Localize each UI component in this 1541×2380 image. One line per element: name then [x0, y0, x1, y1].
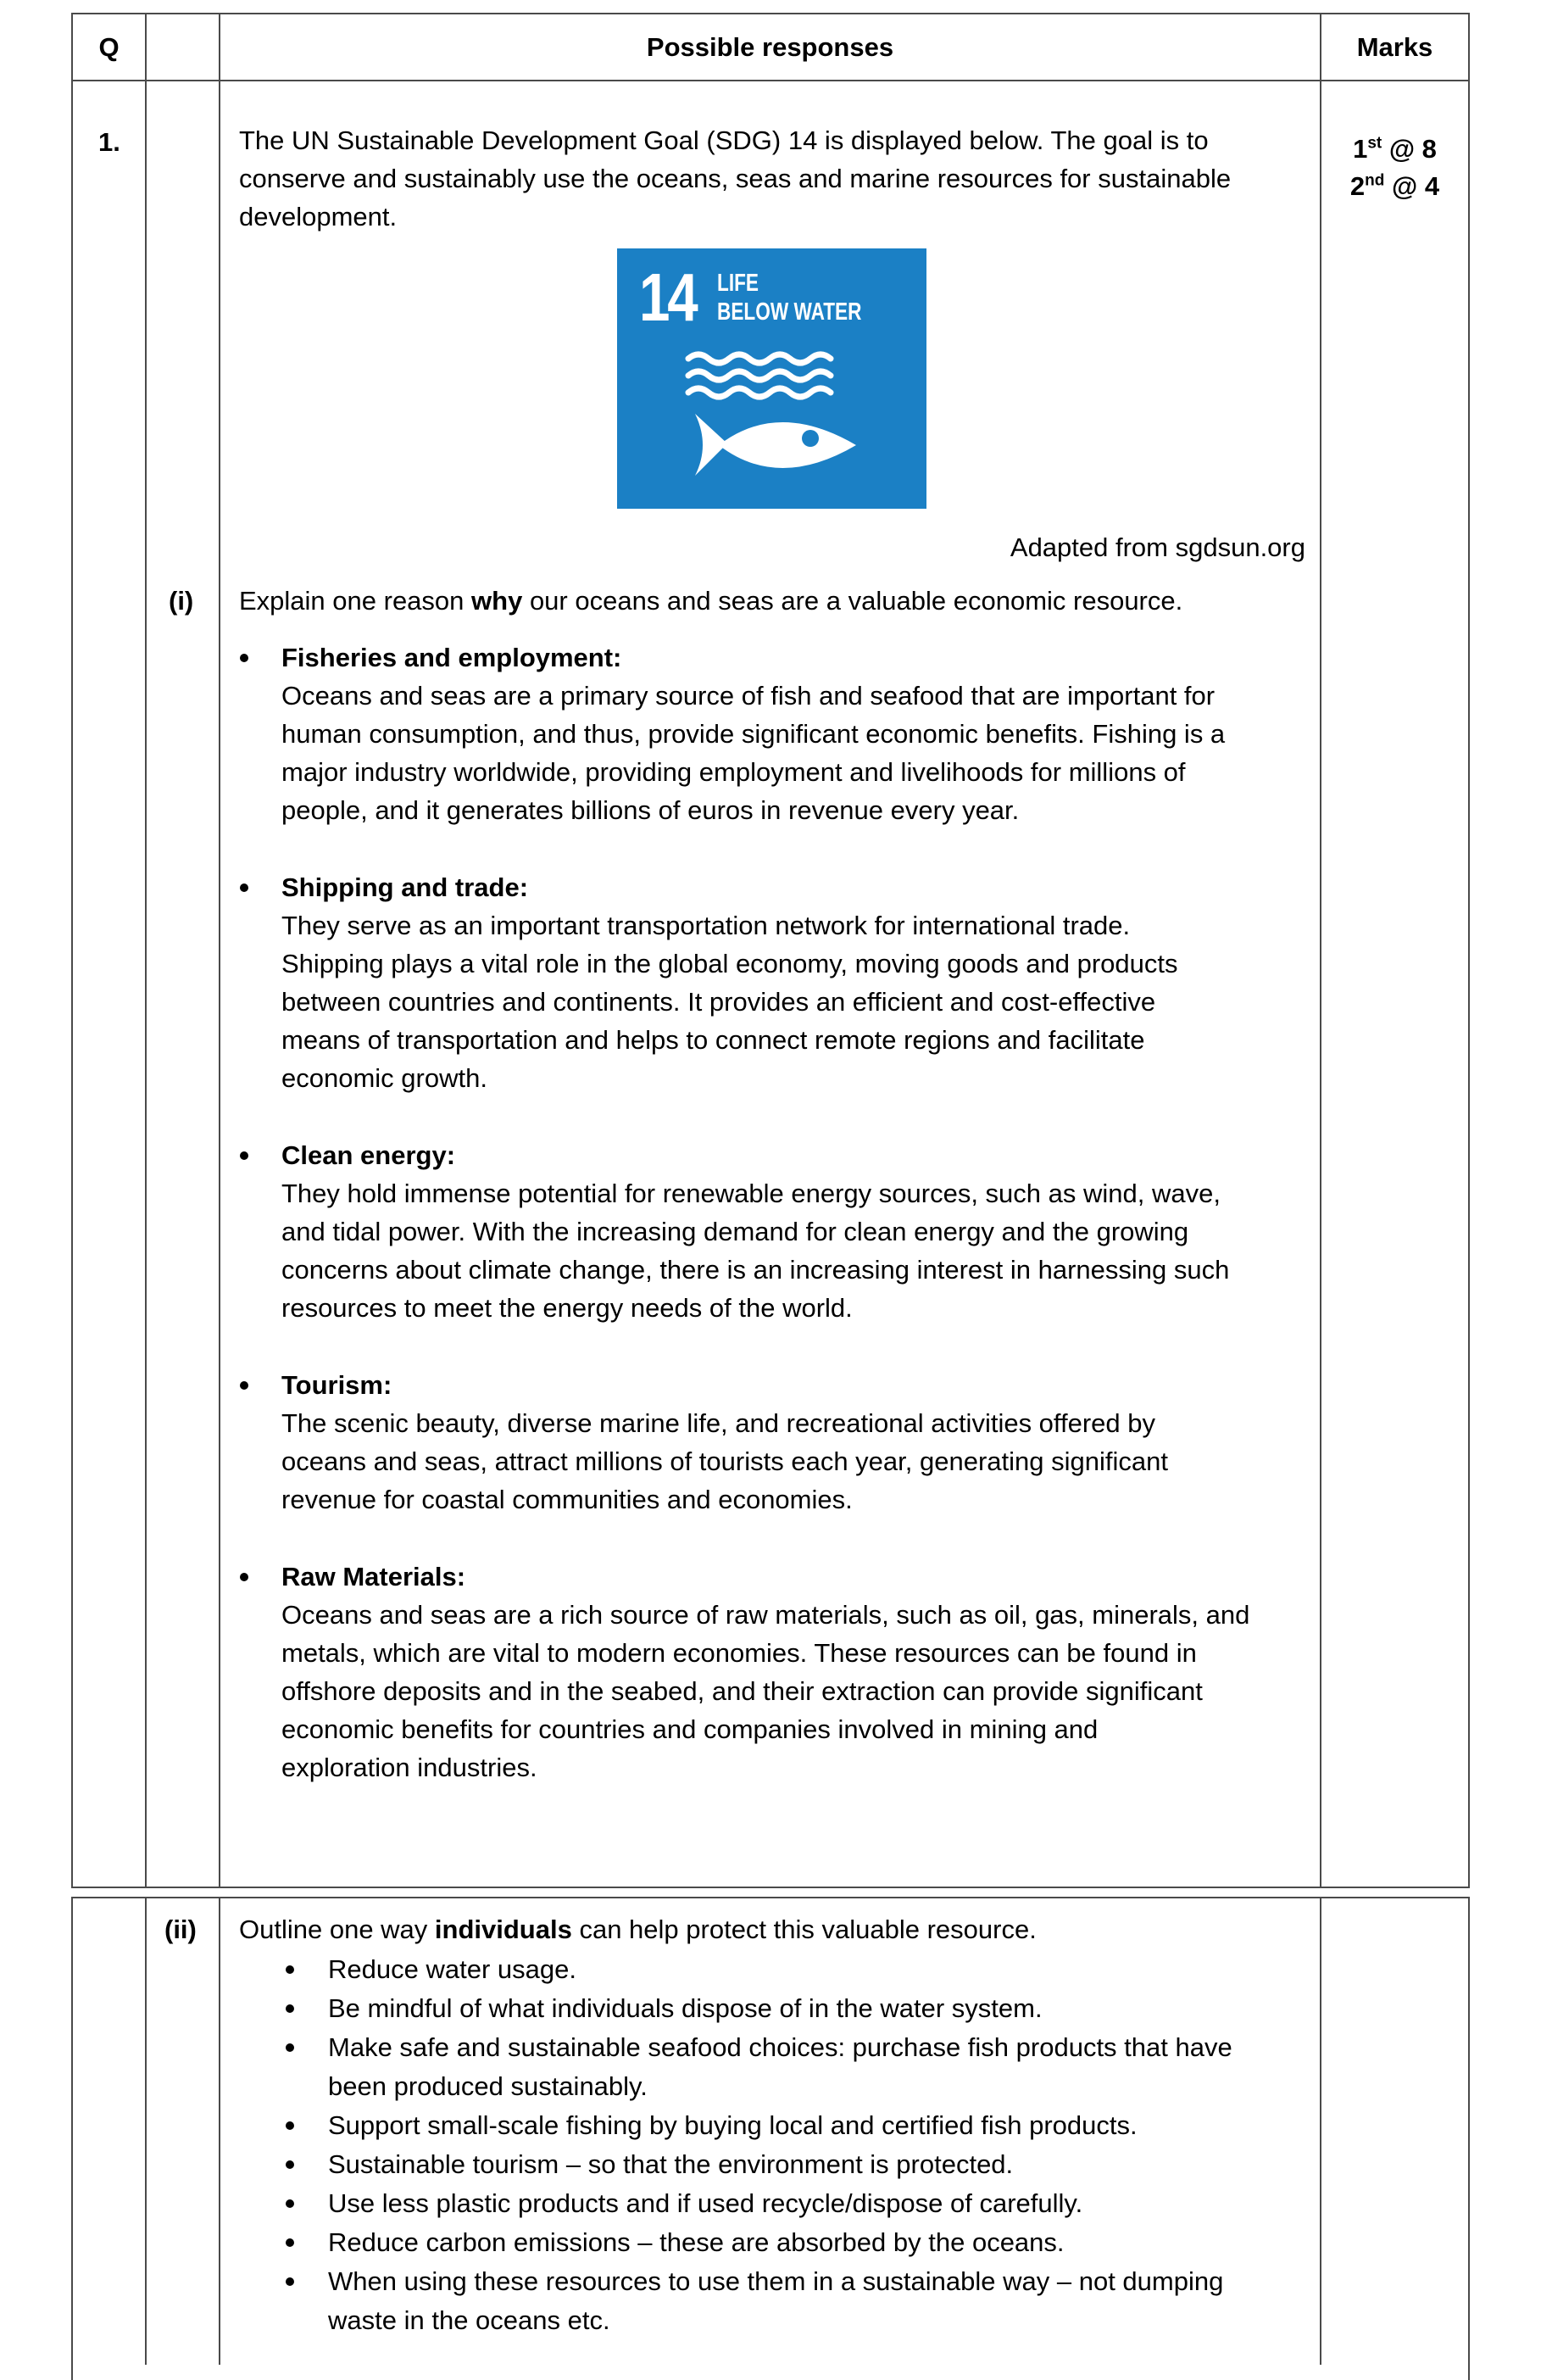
- protect-item: Be mindful of what individuals dispose of in the water system.: [328, 1993, 1043, 2023]
- part-ii-prompt-post: can help protect this valuable resource.: [571, 1915, 1037, 1944]
- sdg-title-line2: BELOW WATER: [717, 298, 862, 326]
- marks-second-suffix: nd: [1365, 171, 1385, 190]
- protect-item: Reduce water usage.: [328, 1954, 576, 1984]
- point-line: resources to meet the energy needs of the world.: [281, 1293, 853, 1323]
- part-ii-label: (ii): [164, 1915, 197, 1944]
- point-line: metals, which are vital to modern economies. These resources can be found in: [281, 1638, 1197, 1668]
- point-line: revenue for coastal communities and economies.: [281, 1485, 853, 1514]
- bullet-icon: [240, 1573, 248, 1581]
- part-i-prompt: [239, 582, 1182, 620]
- point-shipping: [281, 868, 1178, 1097]
- protect-item: When using these resources to use them in a sustainable way – not dumping: [328, 2266, 1224, 2296]
- column-divider-q: [145, 1897, 147, 2365]
- point-fisheries: [281, 638, 1225, 829]
- point-raw-materials: [281, 1558, 1249, 1786]
- point-line: economic benefits for countries and companies involved in mining and: [281, 1714, 1099, 1744]
- point-line: major industry worldwide, providing employment and livelihoods for millions of: [281, 757, 1186, 787]
- bullet-icon: [240, 1381, 248, 1390]
- point-line: Oceans and seas are a primary source of fish and seafood that are important for: [281, 681, 1216, 711]
- point-line: offshore deposits and in the seabed, and their extraction can provide significant: [281, 1676, 1203, 1706]
- header-marks: Marks: [1356, 32, 1433, 62]
- intro-line: conserve and sustainably use the oceans, seas and marine resources for sustainable: [239, 164, 1232, 193]
- marks-second-ordinal: 2: [1349, 171, 1366, 201]
- column-divider-q: [145, 13, 147, 1888]
- marks-second-attempt: [1321, 167, 1468, 205]
- point-line: and tidal power. With the increasing demand for clean energy and the growing: [281, 1217, 1189, 1246]
- point-heading: Clean energy:: [281, 1140, 456, 1170]
- point-heading: Raw Materials:: [281, 1562, 466, 1591]
- point-heading: Tourism:: [281, 1370, 392, 1400]
- header-row-divider: [71, 80, 1470, 81]
- header-possible-responses: Possible responses: [646, 32, 894, 62]
- marks-first-attempt: [1321, 130, 1468, 168]
- part-i-prompt-pre: Explain one reason: [239, 586, 472, 616]
- point-line: They hold immense potential for renewable energy sources, such as wind, wave,: [281, 1179, 1221, 1208]
- protect-item-continued: waste in the oceans etc.: [328, 2305, 610, 2335]
- part-ii-prompt-pre: Outline one way: [239, 1915, 435, 1944]
- bullet-icon: [286, 2160, 294, 2169]
- sdg-number: 14: [639, 259, 696, 335]
- column-divider-part: [219, 13, 220, 1888]
- point-line: They serve as an important transportation network for international trade.: [281, 911, 1131, 940]
- marks-first-ordinal: 1: [1353, 134, 1368, 164]
- part-i-prompt-post: our oceans and seas are a valuable economic resource.: [522, 586, 1183, 616]
- part-ii-prompt: [239, 1910, 1037, 1948]
- intro-line: development.: [239, 202, 398, 231]
- marks-first-suffix: st: [1367, 134, 1382, 153]
- bullet-icon: [286, 1965, 294, 1974]
- protect-item: Support small-scale fishing by buying local and certified fish products.: [328, 2110, 1138, 2140]
- part-i-label: (i): [169, 586, 194, 616]
- image-source: Adapted from sgdsun.org: [1010, 532, 1305, 562]
- marks-second-value: @ 4: [1392, 171, 1440, 201]
- point-line: Shipping plays a vital role in the global economy, moving goods and products: [281, 949, 1178, 978]
- point-line: Oceans and seas are a rich source of raw materials, such as oil, gas, minerals, and: [281, 1600, 1250, 1630]
- point-line: means of transportation and helps to connect remote regions and facilitate: [281, 1025, 1145, 1055]
- point-line: The scenic beauty, diverse marine life, and recreational activities offered by: [281, 1408, 1155, 1438]
- point-clean-energy: [281, 1136, 1229, 1327]
- protect-item: Make safe and sustainable seafood choices: purchase fish products that have: [328, 2032, 1232, 2062]
- bullet-icon: [286, 2238, 294, 2247]
- question-number: 1.: [98, 127, 120, 157]
- bullet-icon: [240, 1151, 248, 1160]
- column-divider-marks: [1320, 1897, 1321, 2365]
- point-heading: Fisheries and employment:: [281, 643, 622, 672]
- sdg-title-line1: LIFE: [717, 270, 759, 297]
- waves-and-fish-icon: [617, 248, 926, 509]
- point-line: concerns about climate change, there is an increasing interest in harnessing such: [281, 1255, 1230, 1285]
- part-ii-prompt-emphasis: individuals: [434, 1915, 572, 1944]
- marks-first-value: @ 8: [1388, 134, 1437, 164]
- point-line: economic growth.: [281, 1063, 487, 1093]
- protect-item-continued: been produced sustainably.: [328, 2071, 648, 2101]
- part-i-prompt-emphasis: why: [471, 586, 523, 616]
- point-line: human consumption, and thus, provide significant economic benefits. Fishing is a: [281, 719, 1226, 749]
- point-line: oceans and seas, attract millions of tourists each year, generating significant: [281, 1446, 1168, 1476]
- point-line: exploration industries.: [281, 1753, 537, 1782]
- bullet-icon: [286, 2277, 294, 2286]
- column-divider-marks: [1320, 13, 1321, 1888]
- sdg-14-logo: [617, 248, 926, 509]
- intro-line: The UN Sustainable Development Goal (SDG) 14 is displayed below. The goal is to: [239, 125, 1209, 155]
- point-heading: Shipping and trade:: [281, 872, 529, 902]
- point-tourism: [281, 1366, 1168, 1519]
- protect-item: Use less plastic products and if used recycle/dispose of carefully.: [328, 2188, 1083, 2218]
- protect-item: Reduce carbon emissions – these are absorbed by the oceans.: [328, 2227, 1065, 2257]
- question-intro: [239, 121, 1231, 236]
- bullet-icon: [286, 2043, 294, 2052]
- bullet-icon: [286, 2121, 294, 2130]
- column-divider-part: [219, 1897, 220, 2365]
- header-q: Q: [98, 32, 120, 62]
- protect-item: Sustainable tourism – so that the environment is protected.: [328, 2149, 1014, 2179]
- bullet-icon: [240, 654, 248, 662]
- bullet-icon: [240, 883, 248, 892]
- point-line: between countries and continents. It provides an efficient and cost-effective: [281, 987, 1156, 1017]
- bullet-icon: [286, 2199, 294, 2208]
- bullet-icon: [286, 2004, 294, 2013]
- point-line: people, and it generates billions of euros in revenue every year.: [281, 795, 1020, 825]
